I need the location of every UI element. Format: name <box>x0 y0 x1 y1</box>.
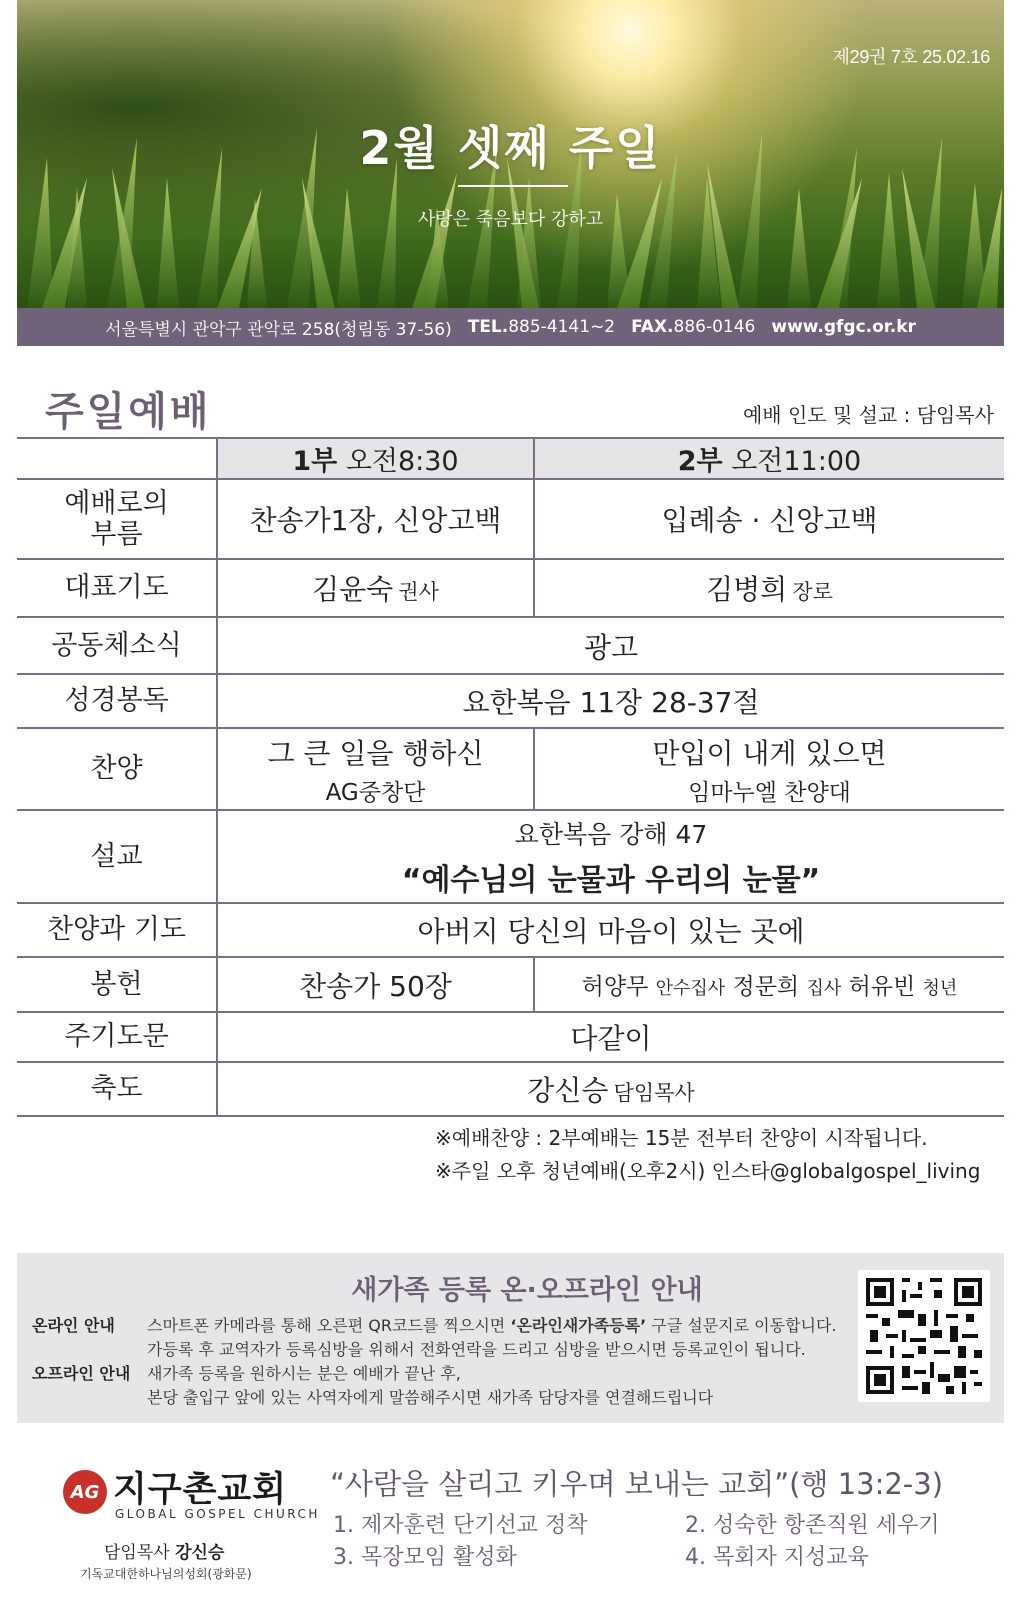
cell-merged: 광고 <box>217 617 1004 674</box>
newcomer-box <box>17 1253 1004 1423</box>
row-label: 성경봉독 <box>17 674 217 728</box>
cell-merged: 강신승 담임목사 <box>217 1062 1004 1116</box>
church-address: 서울특별시 관악구 관악로 258(청림동 37-56) <box>105 319 452 340</box>
worship-section-title: 주일예배 <box>45 389 212 435</box>
row-label: 축도 <box>17 1062 217 1116</box>
title-divider <box>458 185 568 187</box>
table-row-benediction <box>17 1062 1004 1116</box>
table-header-row <box>17 438 1004 479</box>
online-label: 온라인 안내 <box>32 1316 115 1335</box>
table-row-scripture <box>17 674 1004 728</box>
page-title: 2월 셋째 주일 <box>359 121 662 175</box>
row-label: 주기도문 <box>17 1012 217 1062</box>
cell-service1: 김윤숙 권사 <box>217 559 534 617</box>
table-row-call-to-worship <box>17 479 1004 559</box>
row-label: 설교 <box>17 810 217 903</box>
offline-line-2: 본당 출입구 앞에 있는 사역자에게 말씀해주시면 새가족 담당자를 연결해드립니다 <box>147 1388 714 1407</box>
offline-label: 오프라인 안내 <box>32 1364 131 1383</box>
table-row-praise-and-prayer <box>17 903 1004 957</box>
youth-service-note: ※주일 오후 청년예배(오후2시) 인스타@globalgospel_living <box>435 1159 981 1183</box>
church-logo-icon: AG <box>63 1470 107 1514</box>
row-label: 찬양과 기도 <box>17 903 217 957</box>
table-row-sermon <box>17 810 1004 903</box>
goal-item: 2. 성숙한 항존직원 세우기 <box>685 1513 940 1538</box>
senior-pastor: 담임목사 강신승 <box>104 1543 225 1563</box>
row-label: 봉헌 <box>17 957 217 1012</box>
issue-number: 제29권 7호 25.02.16 <box>832 47 990 67</box>
qr-code[interactable] <box>858 1270 990 1402</box>
worship-leader: 예배 인도 및 설교 : 담임목사 <box>742 403 994 427</box>
cell-merged: 요한복음 강해 47 “예수님의 눈물과 우리의 눈물” <box>217 810 1004 903</box>
newcomer-title: 새가족 등록 온·오프라인 안내 <box>351 1275 703 1306</box>
online-line-2: 가등록 후 교역자가 등록심방을 위해서 전화연락을 드리고 심방을 받으시면 등록교인이 됩니다. <box>147 1340 806 1359</box>
church-english-name: GLOBAL GOSPEL CHURCH <box>115 1507 320 1521</box>
phone-number: TEL.885-4141~2 <box>467 317 616 337</box>
table-row-prayer <box>17 559 1004 617</box>
table-row-offering <box>17 957 1004 1012</box>
table-row-news <box>17 617 1004 674</box>
cell-merged: 다같이 <box>217 1012 1004 1062</box>
cell-service2: 김병희 장로 <box>534 559 1004 617</box>
row-label: 찬양 <box>17 728 217 810</box>
cell-service2: 입례송 · 신앙고백 <box>534 479 1004 559</box>
row-label: 예배로의 부름 <box>17 479 217 559</box>
goal-item: 3. 목장모임 활성화 <box>333 1545 517 1570</box>
service1-header: 1부 오전8:30 <box>217 438 534 479</box>
goal-item: 4. 목회자 지성교육 <box>685 1545 869 1570</box>
offline-line-1: 새가족 등록을 원하시는 분은 예배가 끝난 후, <box>147 1364 461 1383</box>
contact-bar <box>17 308 1004 346</box>
denomination: 기독교대한하나님의성회(광화문) <box>80 1567 252 1581</box>
service2-header: 2부 오전11:00 <box>534 438 1004 479</box>
cell-service2: 만입이 내게 있으면 임마누엘 찬양대 <box>534 728 1004 810</box>
header-empty-cell <box>17 438 217 479</box>
church-name: 지구촌교회 <box>113 1470 288 1510</box>
cell-service1: 그 큰 일을 행하신 AG중창단 <box>217 728 534 810</box>
cell-service1: 찬송가 50장 <box>217 957 534 1012</box>
page-subtitle: 사랑은 죽음보다 강하고 <box>417 209 604 230</box>
church-vision: “사람을 살리고 키우며 보내는 교회”(행 13:2-3) <box>330 1467 944 1501</box>
cell-service2: 허양무 안수집사 정문희 집사 허유빈 청년 <box>534 957 1004 1012</box>
table-row-lords-prayer <box>17 1012 1004 1062</box>
row-label: 대표기도 <box>17 559 217 617</box>
goal-item: 1. 제자훈련 단기선교 정착 <box>333 1513 588 1538</box>
row-label: 공동체소식 <box>17 617 217 674</box>
cell-merged: 아버지 당신의 마음이 있는 곳에 <box>217 903 1004 957</box>
worship-note: ※예배찬양 : 2부예배는 15분 전부터 찬양이 시작됩니다. <box>435 1126 928 1150</box>
fax-number: FAX.886-0146 <box>631 317 756 337</box>
cell-merged: 요한복음 11장 28-37절 <box>217 674 1004 728</box>
website-link[interactable]: www.gfgc.or.kr <box>771 317 916 337</box>
worship-order-table <box>17 437 1004 1117</box>
cover-photo <box>17 0 1004 308</box>
online-line-1: 스마트폰 카메라를 통해 오른편 QR코드를 찍으시면 ‘온라인새가족등록’ 구글 설문지로 이동합니다. <box>147 1316 837 1335</box>
table-row-praise <box>17 728 1004 810</box>
cell-service1: 찬송가1장, 신앙고백 <box>217 479 534 559</box>
